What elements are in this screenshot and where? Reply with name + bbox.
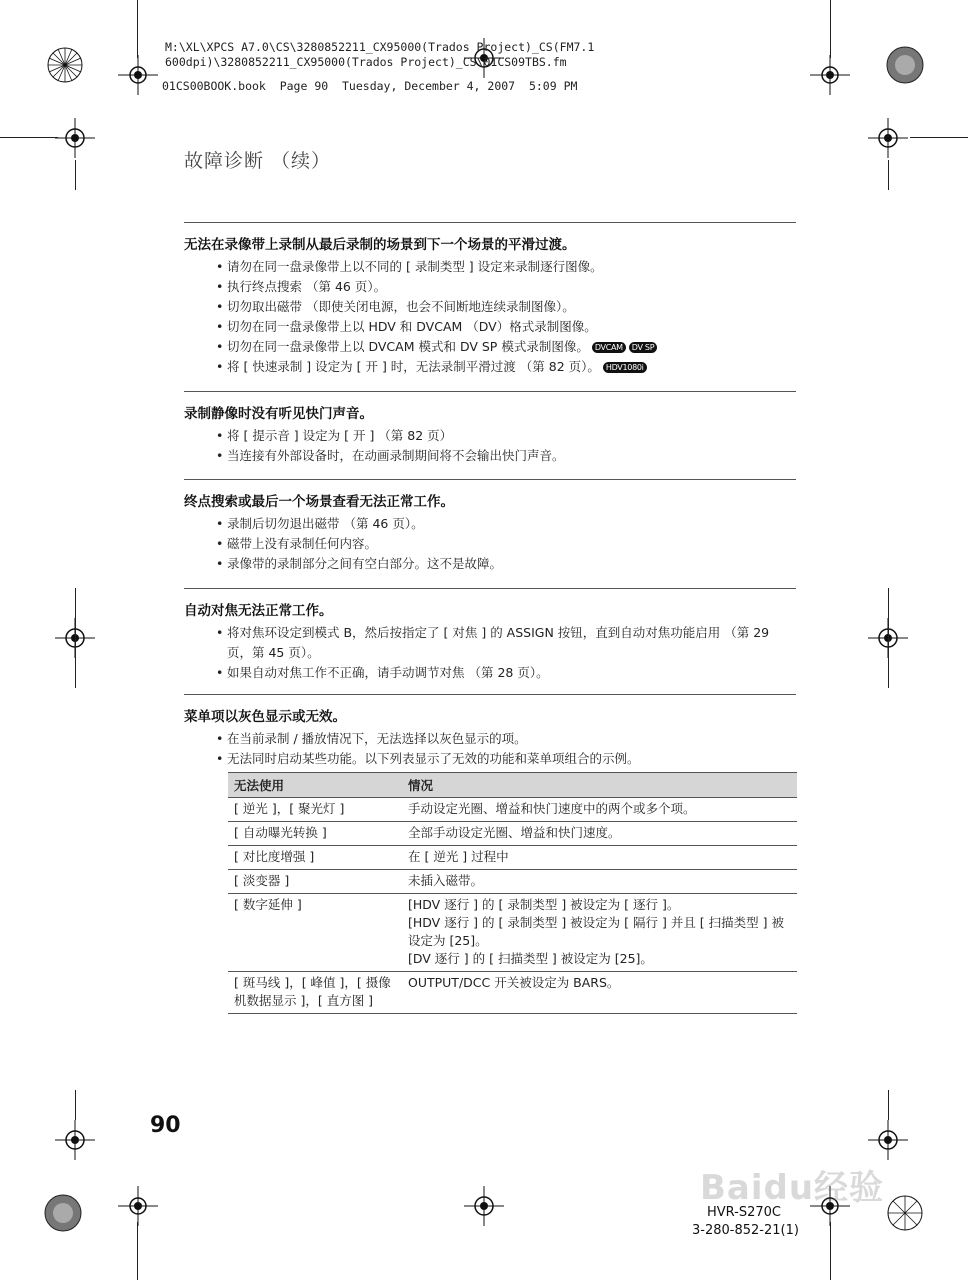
- section-heading: 录制静像时没有听见快门声音。: [184, 406, 373, 422]
- section-divider: [184, 479, 796, 480]
- table-row: [228, 870, 797, 894]
- table-cell-conditions: [402, 798, 797, 822]
- list-item: • 请勿在同一盘录像带上以不同的 [ 录制类型 ] 设定来录制逐行图像。: [184, 257, 796, 277]
- list-item: • 切勿取出磁带 （即使关闭电源，也会不间断地连续录制图像）。: [184, 297, 796, 317]
- list-item: • 如果自动对焦工作不正确，请手动调节对焦 （第 28 页）。: [184, 663, 796, 683]
- list-item: • 录制后切勿退出磁带 （第 46 页）。: [184, 514, 796, 534]
- bullet-list: [184, 426, 796, 466]
- bullet-list: [184, 623, 796, 683]
- column-header-conditions: 情况: [402, 773, 797, 798]
- hdv1080i-badge: HDV1080i: [603, 362, 647, 373]
- registration-mark-top-right: [880, 40, 930, 90]
- section-divider: [184, 391, 796, 392]
- registration-mark-top-left: [40, 40, 90, 90]
- file-path-header: [165, 40, 594, 70]
- trim-line-top-right-h: [910, 137, 968, 138]
- section-smooth-transition: [184, 222, 796, 377]
- crosshair-mark-bottom-center: [464, 1186, 504, 1226]
- crosshair-mark-left-top: [55, 118, 95, 158]
- crosshair-mark-left-bottom: [55, 1120, 95, 1160]
- list-item-text: 将 [ 快速录制 ] 设定为 [ 开 ] 时，无法录制平滑过渡 （第 82 页）。: [227, 359, 600, 374]
- list-item: • 将对焦环设定到模式 B，然后按指定了 [ 对焦 ] 的 ASSIGN 按钮，直到自动对焦功能启用 （第 29 页，第 45 页）。: [184, 623, 796, 663]
- trim-line-top-right-v: [830, 0, 831, 58]
- crosshair-mark-right-bottom: [868, 1120, 908, 1160]
- condition-line: [HDV 逐行 ] 的 [ 录制类型 ] 被设定为 [ 隔行 ] 并且 [ 扫描类型 ] 被设定为 [25]。: [408, 915, 784, 948]
- section-menu-grayed: [184, 694, 796, 769]
- file-path-line-1: M:\XL\XPCS A7.0\CS\3280852211_CX95000(Trados Project)_CS(FM7.1: [165, 40, 595, 54]
- list-item: [184, 357, 796, 377]
- list-item: • 在当前录制 / 播放情况下，无法选择以灰色显示的项。: [184, 729, 796, 749]
- condition-line: 未插入磁带。: [408, 873, 484, 888]
- crosshair-mark-top-right-inner: [810, 55, 850, 95]
- registration-mark-bottom-right: [880, 1188, 930, 1238]
- page-number: 90: [150, 1113, 181, 1138]
- registration-mark-bottom-left: [38, 1188, 88, 1238]
- trim-line-top-left-v: [137, 0, 138, 58]
- catalog-number: 3-280-852-21(1): [692, 1223, 799, 1238]
- list-item-text: 切勿在同一盘录像带上以 DVCAM 模式和 DV SP 模式录制图像。: [227, 339, 589, 354]
- list-item: [184, 337, 796, 357]
- table-cell-conditions: [402, 972, 797, 1014]
- trim-line-left-vert-mid: [75, 588, 76, 688]
- condition-line: [DV 逐行 ] 的 [ 扫描类型 ] 被设定为 [25]。: [408, 951, 653, 966]
- trim-line-left-vert-bot: [75, 1090, 76, 1120]
- list-item: • 无法同时启动某些功能。以下列表显示了无效的功能和菜单项组合的示例。: [184, 749, 796, 769]
- trim-line-right-vert-bot: [888, 1090, 889, 1120]
- section-divider: [184, 222, 796, 223]
- trim-line-bottom-left-v: [137, 1222, 138, 1280]
- trim-line-left-vert-top: [75, 160, 76, 190]
- table-cell-cannot-use: [ 逆光 ]，[ 聚光灯 ]: [228, 798, 402, 822]
- trim-line-right-vert-top: [888, 160, 889, 190]
- baidu-watermark: Baidu经验: [700, 1168, 885, 1208]
- table-row: [228, 798, 797, 822]
- trim-line-bottom-right-v: [830, 1222, 831, 1280]
- column-header-cannot-use: 无法使用: [228, 773, 402, 798]
- bullet-list: [184, 514, 796, 574]
- list-item: • 将 [ 提示音 ] 设定为 [ 开 ] （第 82 页）: [184, 426, 796, 446]
- dvcam-badge: DVCAM: [592, 342, 626, 353]
- section-shutter-sound: [184, 391, 796, 466]
- section-heading: 无法在录像带上录制从最后录制的场景到下一个场景的平滑过渡。: [184, 237, 576, 253]
- crosshair-mark-bottom-left-inner: [118, 1186, 158, 1226]
- condition-line: OUTPUT/DCC 开关被设定为 BARS。: [408, 975, 620, 990]
- section-heading: 菜单项以灰色显示或无效。: [184, 709, 346, 725]
- section-heading: 自动对焦无法正常工作。: [184, 603, 333, 619]
- bullet-list: [184, 257, 796, 377]
- table-row: [228, 972, 797, 1014]
- table-cell-conditions: [402, 870, 797, 894]
- table-cell-cannot-use: [ 数字延伸 ]: [228, 894, 402, 972]
- table-cell-conditions: [402, 846, 797, 870]
- trim-line-right-vert-mid: [888, 588, 889, 688]
- section-divider: [184, 694, 796, 695]
- table-cell-cannot-use: [ 对比度增强 ]: [228, 846, 402, 870]
- table-cell-cannot-use: [ 淡变器 ]: [228, 870, 402, 894]
- table-header-row: [228, 773, 797, 798]
- invalid-functions-table: [228, 772, 797, 1014]
- table-row: [228, 846, 797, 870]
- section-heading: 终点搜索或最后一个场景查看无法正常工作。: [184, 494, 454, 510]
- section-autofocus: [184, 588, 796, 683]
- section-end-search: [184, 479, 796, 574]
- table-row: [228, 822, 797, 846]
- section-divider: [184, 588, 796, 589]
- model-number: HVR-S270C: [707, 1205, 782, 1220]
- list-item: • 当连接有外部设备时，在动画录制期间将不会输出快门声音。: [184, 446, 796, 466]
- bullet-list: [184, 729, 796, 769]
- table-cell-cannot-use: [ 斑马线 ]，[ 峰值 ]，[ 摄像机数据显示 ]，[ 直方图 ]: [228, 972, 402, 1014]
- list-item: • 磁带上没有录制任何内容。: [184, 534, 796, 554]
- condition-line: 全部手动设定光圈、增益和快门速度。: [408, 825, 621, 840]
- condition-line: 在 [ 逆光 ] 过程中: [408, 849, 509, 864]
- trim-line-top-left-h: [0, 137, 58, 138]
- page-title: 故障诊断 （续）: [184, 150, 332, 172]
- file-path-line-2: 600dpi)\3280852211_CX95000(Trados Project)_CS\01CS09TBS.fm: [165, 55, 567, 69]
- list-item: • 录像带的录制部分之间有空白部分。这不是故障。: [184, 554, 796, 574]
- list-item: • 执行终点搜索 （第 46 页）。: [184, 277, 796, 297]
- crosshair-mark-top-left-inner: [118, 55, 158, 95]
- list-item: • 切勿在同一盘录像带上以 HDV 和 DVCAM （DV）格式录制图像。: [184, 317, 796, 337]
- table-cell-cannot-use: [ 自动曝光转换 ]: [228, 822, 402, 846]
- condition-line: 手动设定光圈、增益和快门速度中的两个或多个项。: [408, 801, 696, 816]
- book-info-line: 01CS00BOOK.book Page 90 Tuesday, December 4, 2007 5:09 PM: [162, 79, 578, 93]
- table-cell-conditions: [402, 822, 797, 846]
- table-cell-conditions: [402, 894, 797, 972]
- crosshair-mark-right-top: [868, 118, 908, 158]
- table-row: [228, 894, 797, 972]
- dv-sp-badge: DV SP: [629, 342, 657, 353]
- condition-line: [HDV 逐行 ] 的 [ 录制类型 ] 被设定为 [ 逐行 ]。: [408, 897, 680, 912]
